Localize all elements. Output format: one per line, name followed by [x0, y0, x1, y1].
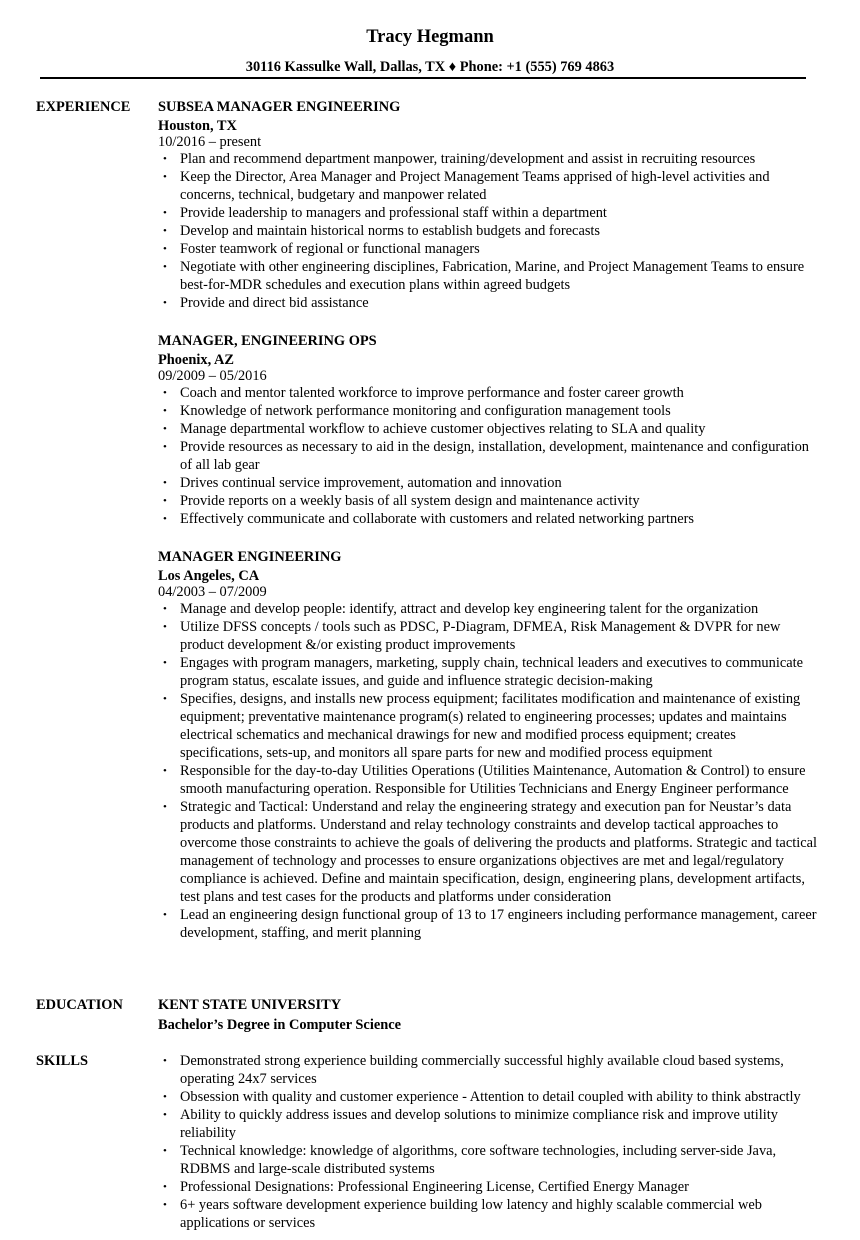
bullet-icon: •	[163, 621, 167, 633]
bullet-icon: •	[163, 1145, 167, 1157]
list-item	[158, 906, 818, 942]
list-item	[158, 1196, 818, 1232]
bullet-text: Manage and develop people: identify, attract and develop key engineering talent for the organization	[180, 601, 759, 617]
experience-list	[158, 98, 818, 962]
bullet-text: Effectively communicate and collaborate with customers and related networking partners	[180, 511, 695, 527]
bullet-text: Coach and mentor talented workforce to improve performance and foster career growth	[180, 385, 684, 401]
list-item	[158, 1088, 818, 1106]
education-school: KENT STATE UNIVERSITY	[158, 997, 342, 1013]
bullet-icon: •	[163, 1109, 167, 1121]
bullet-icon: •	[163, 423, 167, 435]
job-location: Houston, TX	[158, 118, 237, 134]
job-title: MANAGER, ENGINEERING OPS	[158, 333, 377, 349]
bullet-text: Responsible for the day-to-day Utilities Operations (Utilities Maintenance, Automation & Control) to ensure smooth manufacturing operation. Responsible for Utilities Technicians and Energy Engineer performance	[180, 763, 806, 797]
list-item	[158, 690, 818, 762]
list-item	[158, 384, 818, 402]
job-bullet-list	[158, 600, 818, 942]
skill-text: Technical knowledge: knowledge of algorithms, core software technologies, including server-side Java, RDBMS and large-scale distributed systems	[180, 1143, 777, 1177]
list-item	[158, 402, 818, 420]
section-label-skills: SKILLS	[36, 1053, 88, 1069]
bullet-icon: •	[163, 765, 167, 777]
bullet-icon: •	[163, 441, 167, 453]
list-item	[158, 600, 818, 618]
list-item	[158, 762, 818, 798]
bullet-icon: •	[163, 1199, 167, 1211]
bullet-text: Foster teamwork of regional or functional managers	[180, 241, 480, 257]
bullet-icon: •	[163, 153, 167, 165]
bullet-text: Manage departmental workflow to achieve customer objectives relating to SLA and quality	[180, 421, 706, 437]
bullet-icon: •	[163, 495, 167, 507]
skills-list	[158, 1052, 818, 1232]
bullet-text: Specifies, designs, and installs new process equipment; facilitates modification and maintenance of existing equipment; preventative maintenance program(s) related to engineering processes; updates and maintains electrical schematics and mechanical drawings for new and modified process equipment; creates specifications, sets-up, and monitors all spare parts for new and modified process equipment	[180, 691, 801, 761]
bullet-text: Provide leadership to managers and professional staff within a department	[180, 205, 607, 221]
bullet-text: Keep the Director, Area Manager and Project Management Teams apprised of high-level activities and concerns, technical, budgetary and manpower related	[180, 169, 770, 203]
skill-text: Ability to quickly address issues and develop solutions to minimize compliance risk and improve utility reliability	[180, 1107, 778, 1141]
list-item	[158, 438, 818, 474]
list-item	[158, 474, 818, 492]
bullet-icon: •	[163, 405, 167, 417]
bullet-icon: •	[163, 207, 167, 219]
resume-name: Tracy Hegmann	[366, 27, 494, 47]
skill-text: Professional Designations: Professional Engineering License, Certified Energy Manager	[180, 1179, 689, 1195]
bullet-text: Plan and recommend department manpower, training/development and assist in recruiting resources	[180, 151, 756, 167]
bullet-text: Drives continual service improvement, automation and innovation	[180, 475, 562, 491]
bullet-text: Negotiate with other engineering disciplines, Fabrication, Marine, and Project Management Teams to ensure best-for-MDR schedules and execution plans within agreed budgets	[180, 259, 805, 293]
bullet-icon: •	[163, 603, 167, 615]
list-item	[158, 492, 818, 510]
list-item	[158, 420, 818, 438]
header-divider	[40, 77, 806, 79]
list-item	[158, 1052, 818, 1088]
skill-text: Obsession with quality and customer experience - Attention to detail coupled with ability to think abstractly	[180, 1089, 801, 1105]
bullet-icon: •	[163, 1091, 167, 1103]
job-bullet-list	[158, 150, 818, 312]
bullet-icon: •	[163, 657, 167, 669]
bullet-icon: •	[163, 513, 167, 525]
bullet-icon: •	[163, 477, 167, 489]
skills-body	[158, 1052, 818, 1232]
list-item	[158, 240, 818, 258]
bullet-icon: •	[163, 243, 167, 255]
job-dates: 04/2003 – 07/2009	[158, 584, 267, 600]
bullet-text: Develop and maintain historical norms to establish budgets and forecasts	[180, 223, 601, 239]
job-title: MANAGER ENGINEERING	[158, 549, 342, 565]
bullet-icon: •	[163, 387, 167, 399]
bullet-text: Provide reports on a weekly basis of all system design and maintenance activity	[180, 493, 640, 509]
list-item	[158, 798, 818, 906]
bullet-text: Lead an engineering design functional group of 13 to 17 engineers including performance management, career development, staffing, and merit planning	[180, 907, 817, 941]
bullet-text: Provide and direct bid assistance	[180, 295, 369, 311]
contact-line: 30116 Kassulke Wall, Dallas, TX ♦ Phone: +1 (555) 769 4863	[245, 59, 615, 75]
bullet-icon: •	[163, 1055, 167, 1067]
list-item	[158, 204, 818, 222]
bullet-icon: •	[163, 225, 167, 237]
bullet-icon: •	[163, 171, 167, 183]
job-dates: 09/2009 – 05/2016	[158, 368, 267, 384]
section-label-experience: EXPERIENCE	[36, 99, 131, 115]
job-bullet-list	[158, 384, 818, 528]
list-item	[158, 168, 818, 204]
bullet-icon: •	[163, 801, 167, 813]
bullet-text: Utilize DFSS concepts / tools such as PDSC, P-Diagram, DFMEA, Risk Management & DVPR for new product development &/or existing product improvements	[180, 619, 781, 653]
job-entry	[158, 332, 818, 528]
list-item	[158, 258, 818, 294]
bullet-text: Engages with program managers, marketing, supply chain, technical leaders and executives to communicate program status, escalate issues, and guide and influence strategic decision-making	[180, 655, 803, 689]
bullet-text: Knowledge of network performance monitoring and configuration management tools	[180, 403, 671, 419]
section-label-education: EDUCATION	[36, 997, 123, 1013]
job-entry	[158, 98, 818, 312]
job-entry	[158, 548, 818, 942]
list-item	[158, 654, 818, 690]
job-location: Los Angeles, CA	[158, 568, 260, 584]
skill-text: Demonstrated strong experience building commercially successful highly available cloud based systems, operating 24x7 services	[180, 1053, 784, 1087]
bullet-icon: •	[163, 909, 167, 921]
job-title: SUBSEA MANAGER ENGINEERING	[158, 99, 401, 115]
job-dates: 10/2016 – present	[158, 134, 262, 150]
list-item	[158, 1142, 818, 1178]
bullet-icon: •	[163, 693, 167, 705]
bullet-icon: •	[163, 297, 167, 309]
bullet-text: Strategic and Tactical: Understand and relay the engineering strategy and execution pan for Neustar’s data products and platforms. Understand and relay technology constraints and develop tactical approaches to overcome those constraints to achieve the goals of delivering the products and platforms. Strategic and tactical management of technology and processes to ensure organizations objectives are met and legal/regulatory compliance is achieved. Define and maintain specification, design, engineering plans, development artifacts, test plans and test cases for the products and platforms under consideration	[180, 799, 817, 905]
list-item	[158, 510, 818, 528]
bullet-icon: •	[163, 261, 167, 273]
list-item	[158, 222, 818, 240]
bullet-text: Provide resources as necessary to aid in the design, installation, development, maintenance and configuration of all lab gear	[180, 439, 809, 473]
education-body	[158, 996, 818, 1036]
list-item	[158, 618, 818, 654]
list-item	[158, 1178, 818, 1196]
job-location: Phoenix, AZ	[158, 352, 234, 368]
list-item	[158, 294, 818, 312]
education-degree: Bachelor’s Degree in Computer Science	[158, 1017, 401, 1033]
list-item	[158, 150, 818, 168]
skill-text: 6+ years software development experience building low latency and highly scalable commercial web applications or services	[180, 1197, 762, 1231]
bullet-icon: •	[163, 1181, 167, 1193]
list-item	[158, 1106, 818, 1142]
